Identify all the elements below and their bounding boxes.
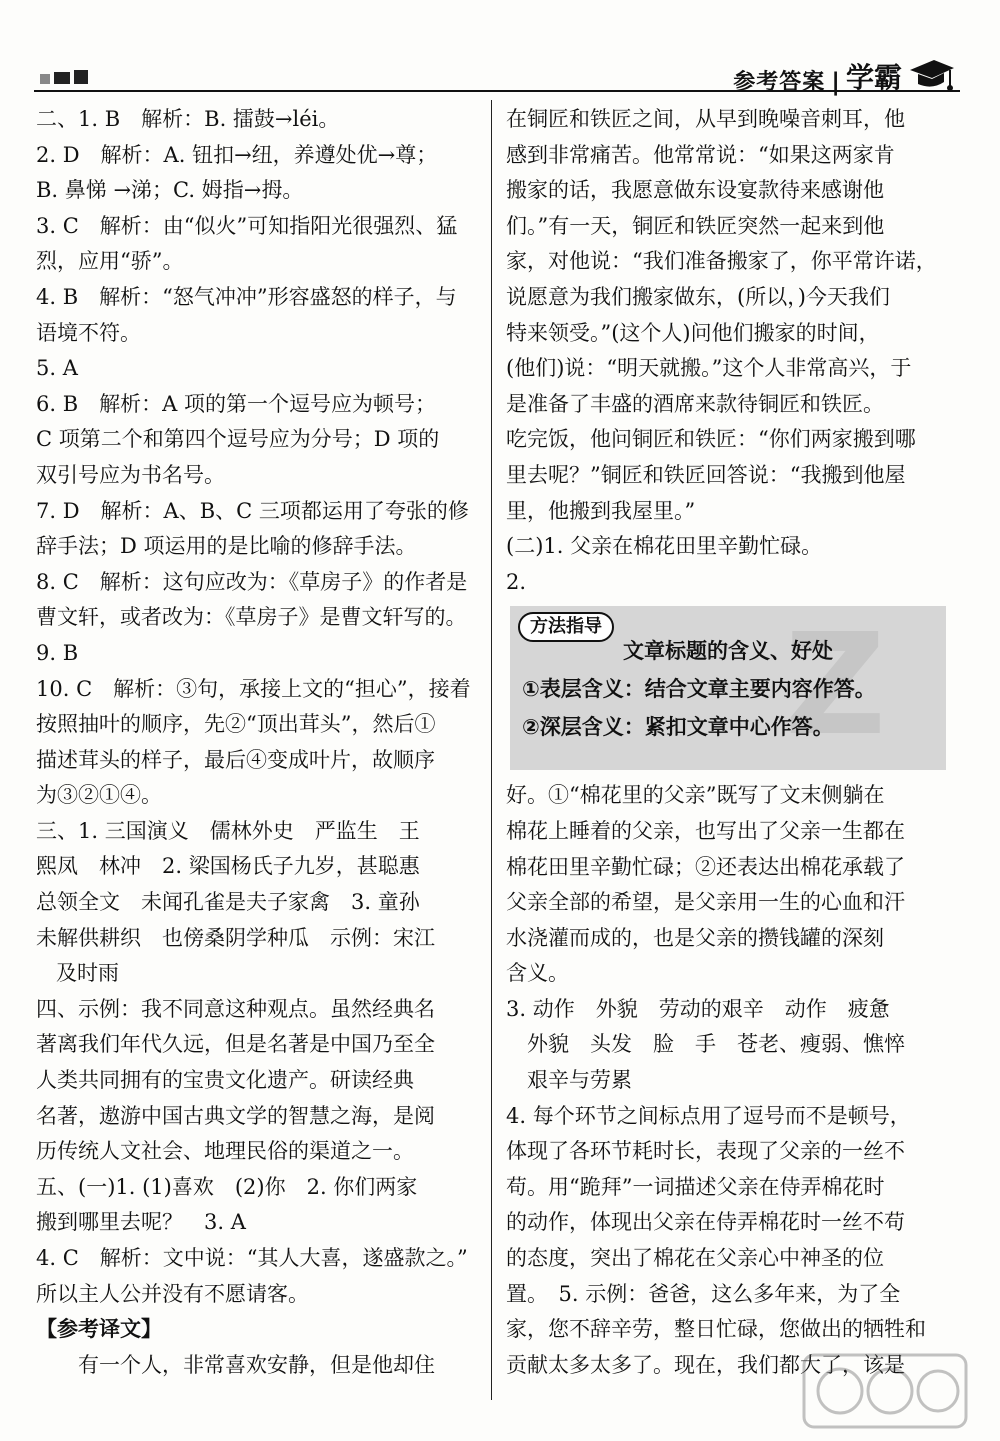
text-line: 棉花田里辛勤忙碌；②还表达出棉花承载了: [506, 854, 905, 879]
text-line: 三、1. 三国演义 儒林外史 严监生 王: [36, 818, 420, 843]
text-line: 5. A: [36, 356, 78, 381]
text-line: 著离我们年代久远，但是名著是中国乃至全: [36, 1032, 435, 1057]
text-line: 搬到哪里去呢？ 3. A: [36, 1210, 246, 1235]
text-line: 里，他搬到我屋里。”: [506, 498, 696, 523]
text-line: 4. B 解析：“怒气冲冲”形容盛怒的样子，与: [36, 284, 457, 309]
text-line: 们。”有一天，铜匠和铁匠突然一起来到他: [506, 213, 885, 238]
text-line: 4. C 解析：文中说：“其人大喜，遂盛款之。”: [36, 1246, 468, 1270]
text-line: 为③②①④。: [36, 783, 162, 808]
text-line: 搬家的话，我愿意做东设宴款待来感谢他: [506, 178, 884, 203]
box-background-decor: Z: [784, 606, 886, 768]
text-line: 苟。用“跪拜”一词描述父亲在侍弄棉花时: [506, 1174, 885, 1199]
text-line: 描述茸头的样子，最后④变成叶片，故顺序: [36, 747, 435, 772]
text-line: (他们)说：“明天就搬。”这个人非常高兴，于: [506, 356, 912, 381]
text-line: 里去呢？”铜匠和铁匠回答说：“我搬到他屋: [506, 462, 906, 487]
text-line: 双引号应为书名号。: [36, 462, 225, 487]
text-line: 烈，应用“骄”。: [36, 249, 184, 274]
method-guide-item: ①表层含义：结合文章主要内容作答。: [522, 677, 876, 702]
text-line: 说愿意为我们搬家做东，(所以，)今天我们: [506, 284, 890, 309]
text-line: 吃完饭，他问铜匠和铁匠：“你们两家搬到哪: [506, 427, 916, 452]
watermark-logo: [800, 1351, 970, 1431]
text-line: 按照抽叶的顺序，先②“顶出茸头”，然后①: [36, 712, 436, 737]
method-guide-item: ②深层含义：紧扣文章中心作答。: [522, 715, 834, 740]
text-line: 好。①“棉花里的父亲”既写了文末侧躺在: [506, 783, 885, 808]
text-line: 9. B: [36, 640, 79, 665]
text-line: 辞手法；D 项运用的是比喻的修辞手法。: [36, 534, 417, 559]
answers-label: 参考答案: [733, 70, 826, 95]
text-line: 感到非常痛苦。他常常说：“如果这两家肯: [506, 142, 895, 167]
header-rule: [34, 90, 960, 92]
text-line: 8. C 解析：这句应改为：《草房子》的作者是: [36, 569, 468, 594]
text-line: 艰辛与劳累: [506, 1068, 632, 1093]
text-line: 二、1. B 解析：B. 擂鼓→léi。: [36, 107, 340, 131]
right-column: [506, 102, 956, 1383]
text-line: 棉花上睡着的父亲，也写出了父亲一生都在: [506, 818, 905, 843]
text-line: 及时雨: [56, 961, 119, 986]
text-line: 是准备了丰盛的酒席来款待铜匠和铁匠。: [506, 391, 884, 416]
text-line: 家，您不辞辛劳，整日忙碌，您做出的牺牲和: [506, 1317, 926, 1342]
text-line: (二)1. 父亲在棉花田里辛勤忙碌。: [506, 534, 823, 559]
text-line: 2.: [506, 569, 527, 594]
text-line: 贡献太多太多了。现在，我们都大了，该是: [506, 1352, 905, 1377]
text-line: 2. D 解析：A. 钮扣→纽，养遵处优→尊；: [36, 142, 438, 167]
text-line: 7. D 解析：A、B、C 三项都运用了夸张的修: [36, 498, 469, 523]
text-line: 人类共同拥有的宝贵文化遗产。研读经典: [36, 1068, 414, 1093]
text-line: 有一个人，非常喜欢安静，但是他却住: [36, 1352, 435, 1377]
text-line: 外貌 头发 脸 手 苍老、瘦弱、憔悴: [506, 1032, 905, 1057]
method-guide-box: [510, 606, 946, 770]
text-line: 水浇灌而成的，也是父亲的攒钱罐的深刻: [506, 925, 884, 950]
text-line: 未解供耕织 也傍桑阴学种瓜 示例：宋江: [36, 925, 435, 950]
text-line: 名著，遨游中国古典文学的智慧之海，是阅: [36, 1103, 435, 1128]
method-guide-title: 文章标题的含义、好处: [623, 639, 833, 664]
text-line: 置。 5. 示例：爸爸，这么多年来，为了全: [506, 1281, 901, 1306]
text-line: 熙凤 林冲 2. 梁国杨氏子九岁，甚聪惠: [36, 854, 420, 879]
text-line: 3. 动作 外貌 劳动的艰辛 动作 疲惫: [506, 996, 890, 1021]
text-line: 10. C 解析：③句，承接上文的“担心”，接着: [36, 676, 471, 701]
column-divider: [491, 100, 492, 1400]
left-column: [36, 102, 482, 1383]
text-line: 4. 每个环节之间标点用了逗号而不是顿号，: [506, 1103, 911, 1128]
method-guide-tag: 方法指导: [518, 612, 614, 642]
text-line: 的态度，突出了棉花在父亲心中神圣的位: [506, 1246, 884, 1271]
text-line: 五、(一)1. (1)喜欢 (2)你 2. 你们两家: [36, 1174, 418, 1199]
text-line: 总领全文 未闻孔雀是夫子家禽 3. 童孙: [36, 890, 420, 915]
text-line: 所以主人公并没有不愿请客。: [36, 1281, 309, 1306]
text-line: 体现了各环节耗时长，表现了父亲的一丝不: [506, 1139, 905, 1164]
text-line: 曹文轩，或者改为：《草房子》是曹文轩写的。: [36, 605, 467, 630]
text-line: C 项第二个和第四个逗号应为分号；D 项的: [36, 427, 440, 452]
text-line: 的动作，体现出父亲在侍弄棉花时一丝不苟: [506, 1210, 905, 1235]
text-line: 父亲全部的希望，是父亲用一生的心血和汗: [506, 890, 905, 915]
reference-translation-heading: 【参考译文】: [36, 1317, 162, 1342]
text-line: 含义。: [506, 961, 569, 986]
text-line: 家，对他说：“我们准备搬家了，你平常许诺，: [506, 249, 937, 274]
text-line: 3. C 解析：由“似火”可知指阳光很强烈、猛: [36, 213, 458, 238]
text-line: 6. B 解析：A 项的第一个逗号应为顿号；: [36, 391, 436, 416]
header-separator: |: [831, 68, 840, 96]
text-line: 特来领受。”(这个人)问他们搬家的时间，: [506, 320, 880, 345]
text-line: 四、示例：我不同意这种观点。虽然经典名: [36, 996, 435, 1021]
text-line: B. 鼻悌 →涕；C. 姆指→拇。: [36, 178, 304, 203]
brand-name: 学霸: [845, 61, 902, 94]
text-line: 在铜匠和铁匠之间，从早到晚噪音刺耳，他: [506, 107, 905, 131]
page-header: [0, 0, 1000, 100]
text-line: 历传统人文社会、地理民俗的渠道之一。: [36, 1139, 414, 1164]
text-line: 语境不符。: [36, 320, 141, 345]
header-decor-marks: [40, 70, 88, 84]
